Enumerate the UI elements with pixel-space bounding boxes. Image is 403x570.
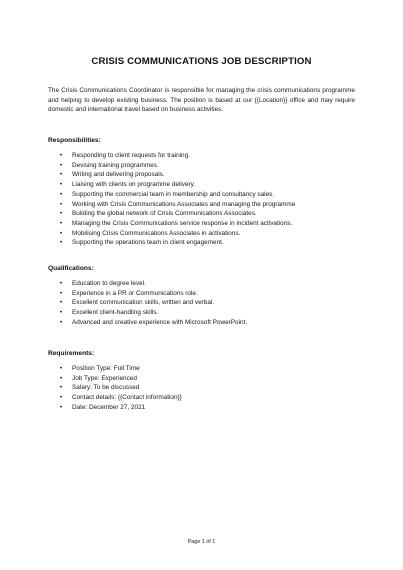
list-item bbox=[60, 403, 182, 413]
list-item bbox=[60, 318, 247, 328]
qualifications-heading: Qualifications: bbox=[48, 265, 94, 272]
responsibilities-list bbox=[60, 151, 295, 248]
list-item-text: Excellent communication skills, written and verbal. bbox=[72, 299, 215, 307]
bullet: • bbox=[60, 229, 63, 237]
list-item-text: Contact details: {{Contact information}} bbox=[72, 394, 182, 402]
list-item bbox=[60, 151, 295, 161]
list-item bbox=[60, 229, 295, 239]
list-item-text: Excellent client-handling skills. bbox=[72, 309, 159, 317]
bullet: • bbox=[60, 161, 63, 169]
bullet: • bbox=[60, 190, 63, 198]
list-item-text: Advanced and creative experience with Microsoft PowerPoint. bbox=[72, 318, 248, 326]
bullet: • bbox=[60, 239, 63, 247]
list-item bbox=[60, 279, 247, 289]
list-item bbox=[60, 190, 295, 200]
list-item-text: Supporting the operations team in client engagement. bbox=[72, 239, 224, 247]
bullet: • bbox=[60, 200, 63, 208]
list-item-text: Writing and delivering proposals. bbox=[72, 171, 165, 179]
bullet: • bbox=[60, 299, 63, 307]
bullet: • bbox=[60, 280, 63, 287]
list-item bbox=[60, 161, 295, 171]
list-item bbox=[60, 289, 247, 299]
bullet: • bbox=[60, 374, 63, 382]
list-item-text: Experience in a PR or Communications role. bbox=[72, 289, 198, 297]
intro-paragraph: The Crisis Communications Coordinator is responsible for managing the crisis communications programme and helping to develop existing business. The position is based at our {{Location}} office and may require domestic and international travel based on business activities. bbox=[48, 87, 355, 114]
list-item-text: Responding to client requests for training. bbox=[72, 152, 190, 159]
responsibilities-heading: Responsibilities: bbox=[48, 137, 101, 144]
requirements-heading: Requirements: bbox=[48, 350, 95, 357]
list-item bbox=[60, 374, 182, 384]
list-item-text: Building the global network of Crisis Communications Associates. bbox=[72, 210, 257, 218]
page-title: CRISIS COMMUNICATIONS JOB DESCRIPTION bbox=[91, 56, 312, 67]
bullet: • bbox=[60, 384, 63, 392]
list-item bbox=[60, 219, 295, 229]
list-item-text: Job Type: Experienced bbox=[72, 374, 137, 382]
list-item bbox=[60, 383, 182, 393]
list-item-text: Date: December 27, 2021 bbox=[72, 403, 146, 411]
bullet: • bbox=[60, 210, 63, 218]
list-item-text: Liaising with clients on programme delivery. bbox=[72, 181, 196, 189]
list-item bbox=[60, 393, 182, 403]
list-item bbox=[60, 364, 182, 374]
list-item bbox=[60, 180, 295, 190]
list-item-text: Education to degree level. bbox=[72, 280, 146, 287]
list-item bbox=[60, 170, 295, 180]
list-item-text: Mobilising Crisis Communications Associates in activations. bbox=[72, 229, 241, 237]
list-item bbox=[60, 308, 247, 318]
list-item-text: Managing the Crisis Communications service response in incident activations. bbox=[72, 219, 293, 227]
list-item-text: Supporting the commercial team in membership and consultancy sales. bbox=[72, 190, 275, 198]
requirements-list bbox=[60, 364, 182, 413]
list-item-text: Devising training programmes. bbox=[72, 161, 159, 169]
bullet: • bbox=[60, 365, 63, 372]
bullet: • bbox=[60, 289, 63, 297]
bullet: • bbox=[60, 219, 63, 227]
bullet: • bbox=[60, 181, 63, 189]
bullet: • bbox=[60, 318, 63, 326]
bullet: • bbox=[60, 152, 63, 159]
bullet: • bbox=[60, 171, 63, 179]
list-item bbox=[60, 298, 247, 308]
list-item bbox=[60, 209, 295, 219]
bullet: • bbox=[60, 403, 63, 411]
list-item bbox=[60, 200, 295, 210]
list-item-text: Position Type: Full Time bbox=[72, 365, 140, 372]
bullet: • bbox=[60, 309, 63, 317]
page-number-footer: Page 1 of 1 bbox=[187, 539, 216, 545]
bullet: • bbox=[60, 394, 63, 402]
list-item-text: Salary: To be discussed bbox=[72, 384, 140, 392]
list-item-text: Working with Crisis Communications Associates and managing the programme bbox=[72, 200, 296, 208]
list-item bbox=[60, 238, 295, 248]
qualifications-list bbox=[60, 279, 247, 328]
